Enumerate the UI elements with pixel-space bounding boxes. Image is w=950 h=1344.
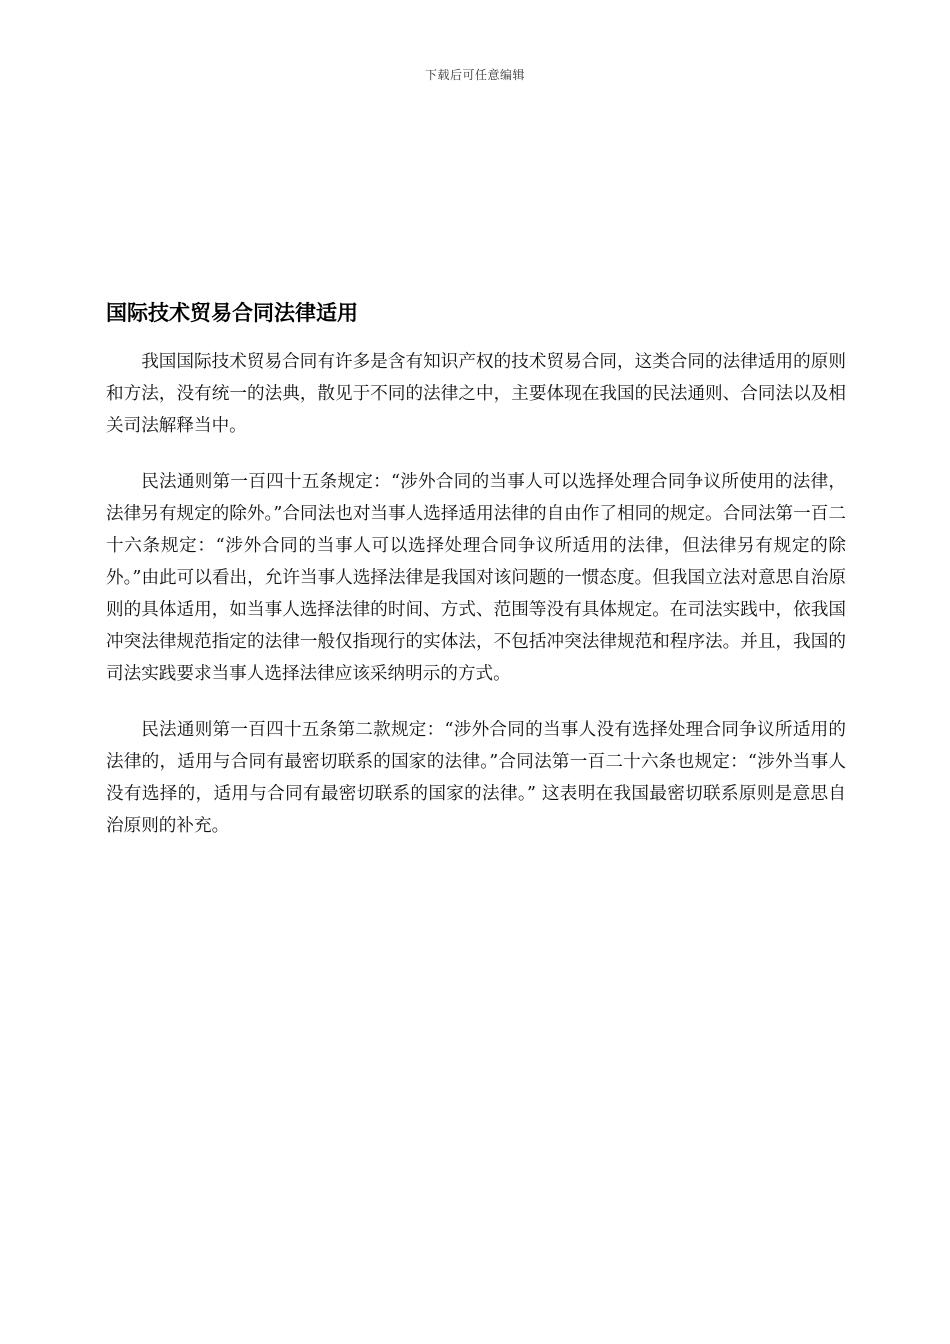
paragraph-3: 民法通则第一百四十五条第二款规定：“涉外合同的当事人没有选择处理合同争议所适用的法律的，适用与合同有最密切联系的国家的法律。”合同法第一百二十六条也规定：“涉外当事人没有选择的，适用与合同有最密切联系的国家的法律。” 这表明在我国最密切联系原则是意思自治原则的补充。: [106, 720, 846, 836]
document-title: 国际技术贸易合同法律适用: [106, 301, 358, 325]
header-note: 下载后可任意编辑: [424, 68, 525, 82]
paragraph-1: 我国国际技术贸易合同有许多是含有知识产权的技术贸易合同，这类合同的法律适用的原则和方法，没有统一的法典，散见于不同的法律之中，主要体现在我国的民法通则、合同法以及相关司法解释当中。: [106, 352, 846, 436]
paragraph-2: 民法通则第一百四十五条规定：“涉外合同的当事人可以选择处理合同争议所使用的法律，法律另有规定的除外。”合同法也对当事人选择适用法律的自由作了相同的规定。合同法第一百二十六条规定：“涉外合同的当事人可以选择处理合同争议所适用的法律，但法律另有规定的除外。”由此可以看出，允许当事人选择法律是我国对该问题的一惯态度。但我国立法对意思自治原则的具体适用，如当事人选择法律的时间、方式、范围等没有具体规定。在司法实践中，依我国冲突法律规范指定的法律一般仅指现行的实体法，不包括冲突法律规范和程序法。并且，我国的司法实践要求当事人选择法律应该采纳明示的方式。: [106, 472, 846, 684]
document-body: [106, 346, 846, 866]
